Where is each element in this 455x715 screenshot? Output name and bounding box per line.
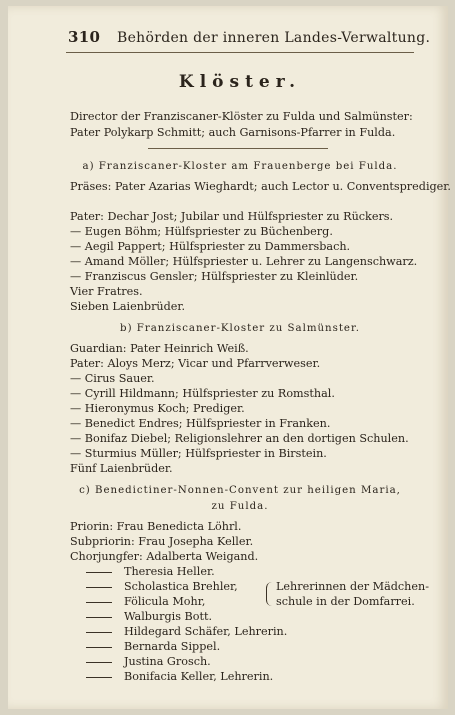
section-b-line: — Hieronymus Koch; Prediger. — [70, 402, 245, 415]
member-name: Walburgis Bott. — [124, 610, 213, 623]
section-title: Klöster. — [178, 72, 302, 92]
section-c-line: Subpriorin: Frau Josepha Keller. — [70, 535, 254, 548]
member-line — [86, 670, 273, 684]
section-c-line: Priorin: Frau Benedicta Löhrl. — [70, 520, 242, 533]
intro-line-2: Pater Polykarp Schmitt; auch Garnisons-Pfarrer in Fulda. — [70, 126, 396, 139]
page-header — [68, 28, 431, 46]
member-line — [86, 610, 212, 624]
member-line — [86, 625, 287, 639]
dash — [86, 572, 112, 573]
member-name: Scholastica Brehler, — [124, 580, 238, 593]
page-number: 310 — [68, 28, 101, 46]
section-a-line: — Amand Möller; Hülfspriester u. Lehrer zu Langenschwarz. — [70, 255, 418, 268]
member-name: Justina Grosch. — [124, 655, 211, 668]
dash — [86, 647, 112, 648]
member-line — [86, 655, 211, 669]
member-name: Hildegard Schäfer, Lehrerin. — [124, 625, 288, 638]
member-name: Bernarda Sippel. — [124, 640, 221, 653]
divider — [148, 148, 328, 149]
section-b-line: — Cirus Sauer. — [70, 372, 155, 385]
section-b-line: Fünf Laienbrüder. — [70, 462, 173, 475]
member-line — [86, 580, 238, 594]
brace — [266, 582, 273, 606]
section-b-line: Guardian: Pater Heinrich Weiß. — [70, 342, 249, 355]
section-c-heading: c) Benedictiner-Nonnen-Convent zur heiligen Maria, — [79, 485, 401, 496]
dash — [86, 662, 112, 663]
brace-text-1: Lehrerinnen der Mädchen- — [276, 580, 429, 593]
section-c-heading-2: zu Fulda. — [211, 501, 269, 512]
section-a-line: Vier Fratres. — [70, 285, 143, 298]
running-title: Behörden der inneren Landes-Verwaltung. — [116, 30, 431, 46]
section-a-line: — Aegil Pappert; Hülfspriester zu Dammersbach. — [70, 240, 351, 253]
member-line — [86, 595, 205, 609]
section-b-heading: b) Franziscaner-Kloster zu Salmünster. — [120, 323, 360, 334]
member-name: Bonifacia Keller, Lehrerin. — [124, 670, 274, 683]
dash — [86, 617, 112, 618]
brace-text-2: schule in der Domfarrei. — [276, 595, 415, 608]
section-a-line: Sieben Laienbrüder. — [70, 300, 186, 313]
intro-line-1: Director der Franziscaner-Klöster zu Fulda und Salmünster: — [70, 110, 413, 123]
dash — [86, 602, 112, 603]
section-a-line: — Franziscus Gensler; Hülfspriester zu Kleinlüder. — [70, 270, 359, 283]
member-name: Fölicula Mohr, — [124, 595, 206, 608]
dash — [86, 632, 112, 633]
section-a-heading: a) Franziscaner-Kloster am Frauenberge bei Fulda. — [82, 161, 398, 172]
section-b-line: — Sturmius Müller; Hülfspriester in Birstein. — [70, 447, 327, 460]
section-b-line: — Benedict Endres; Hülfspriester in Franken. — [70, 417, 331, 430]
member-name: Theresia Heller. — [124, 565, 215, 578]
section-b-line: — Cyrill Hildmann; Hülfspriester zu Romsthal. — [70, 387, 335, 400]
section-a-line: — Eugen Böhm; Hülfspriester zu Büchenberg. — [70, 225, 333, 238]
book-page — [8, 6, 451, 709]
section-c-line: Chorjungfer: Adalberta Weigand. — [70, 550, 259, 563]
dash — [86, 587, 112, 588]
member-line — [86, 640, 220, 654]
section-b-line: — Bonifaz Diebel; Religionslehrer an den dortigen Schulen. — [70, 432, 409, 445]
member-line — [86, 565, 215, 579]
section-a-line: Pater: Dechar Jost; Jubilar und Hülfspriester zu Rückers. — [70, 210, 394, 223]
header-rule — [66, 52, 414, 53]
dash — [86, 677, 112, 678]
section-a-line: Präses: Pater Azarias Wieghardt; auch Lector u. Conventsprediger. — [70, 180, 451, 193]
section-b-line: Pater: Aloys Merz; Vicar und Pfarrverweser. — [70, 357, 321, 370]
